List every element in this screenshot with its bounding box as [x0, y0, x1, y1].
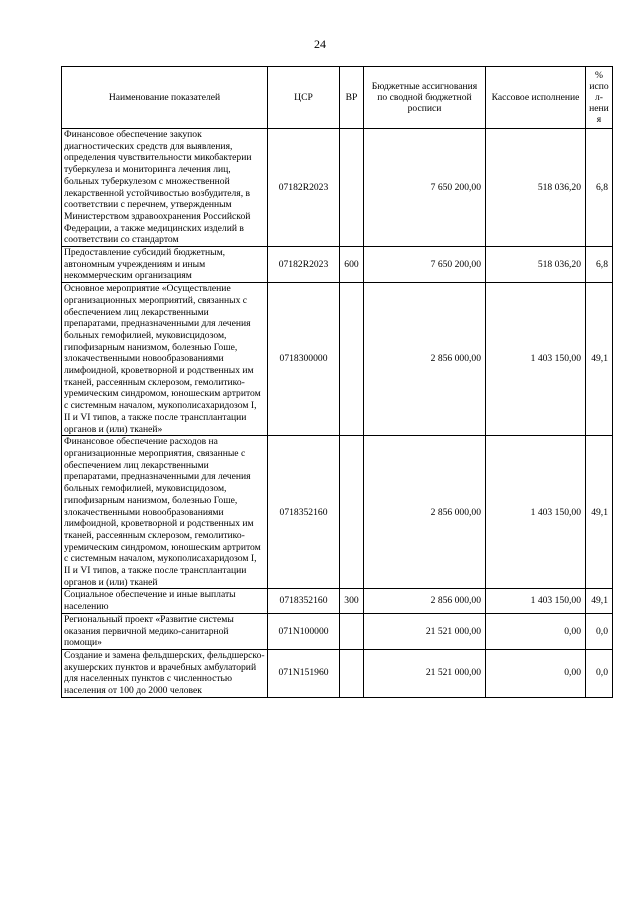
table-row	[62, 283, 613, 436]
row-budget: 2 856 000,00	[364, 283, 486, 436]
row-percent: 49,1	[586, 283, 613, 436]
row-percent: 0,0	[586, 649, 613, 697]
row-name: Предоставление субсидий бюджетным, автономным учреждениям и иным некоммерческим организациям	[62, 247, 268, 283]
row-csr: 071N100000	[268, 613, 340, 649]
row-cash: 1 403 150,00	[486, 283, 586, 436]
table-row	[62, 649, 613, 697]
row-percent: 49,1	[586, 589, 613, 613]
row-percent: 0,0	[586, 613, 613, 649]
row-vr	[340, 436, 364, 589]
row-csr: 0718352160	[268, 436, 340, 589]
row-budget: 21 521 000,00	[364, 613, 486, 649]
page-number: 24	[314, 37, 326, 51]
table-row	[62, 589, 613, 613]
table-row	[62, 129, 613, 247]
row-vr	[340, 129, 364, 247]
row-csr: 0718300000	[268, 283, 340, 436]
row-vr: 300	[340, 589, 364, 613]
header-budget-allocations: Бюджетные ассигнования по сводной бюджетной росписи	[364, 67, 486, 129]
header-name: Наименование показателей	[62, 67, 268, 129]
row-percent: 49,1	[586, 436, 613, 589]
header-vr: ВР	[340, 67, 364, 129]
row-budget: 2 856 000,00	[364, 436, 486, 589]
row-percent: 6,8	[586, 129, 613, 247]
row-cash: 1 403 150,00	[486, 436, 586, 589]
row-csr: 0718352160	[268, 589, 340, 613]
table-header-row	[62, 67, 613, 129]
table-row	[62, 436, 613, 589]
row-percent: 6,8	[586, 247, 613, 283]
header-csr: ЦСР	[268, 67, 340, 129]
row-vr	[340, 283, 364, 436]
row-cash: 1 403 150,00	[486, 589, 586, 613]
row-cash: 518 036,20	[486, 129, 586, 247]
row-name: Социальное обеспечение и иные выплаты населению	[62, 589, 268, 613]
row-cash: 0,00	[486, 649, 586, 697]
header-execution-percent: % испол-нения	[586, 67, 613, 129]
row-name: Финансовое обеспечение расходов на организационные мероприятия, связанные с обеспечением лиц лекарственными препаратами, предназначенными для лечения больных гемофилией, муковисцидозом, гипофизарным нанизмом, болезнью Гоше, злокачественными новообразованиями лимфоидной, кроветворной и родственных им тканей, рассеянным склерозом, гемолитико-уремическим синдромом, юношеским артритом с системным началом, мукополисахаридозом I, II и VI типов, а также после трансплантации органов и (или) тканей	[62, 436, 268, 589]
row-csr: 071N151960	[268, 649, 340, 697]
row-vr	[340, 613, 364, 649]
budget-execution-table	[61, 66, 613, 698]
row-csr: 07182R2023	[268, 247, 340, 283]
row-budget: 21 521 000,00	[364, 649, 486, 697]
row-budget: 7 650 200,00	[364, 247, 486, 283]
row-name: Региональный проект «Развитие системы оказания первичной медико-санитарной помощи»	[62, 613, 268, 649]
table-row	[62, 247, 613, 283]
row-budget: 2 856 000,00	[364, 589, 486, 613]
row-name: Создание и замена фельдшерских, фельдшерско-акушерских пунктов и врачебных амбулаторий для населенных пунктов с численностью населения от 100 до 2000 человек	[62, 649, 268, 697]
row-vr: 600	[340, 247, 364, 283]
row-csr: 07182R2023	[268, 129, 340, 247]
row-cash: 0,00	[486, 613, 586, 649]
row-name: Финансовое обеспечение закупок диагностических средств для выявления, определения чувствительности микобактерии туберкулеза и мониторинга лечения лиц, больных туберкулезом с множественной лекарственной устойчивостью возбудителя, в соответствии с перечнем, утвержденным Министерством здравоохранения Российской Федерации, а также медицинских изделий в соответствии со стандартом	[62, 129, 268, 247]
row-vr	[340, 649, 364, 697]
header-cash-execution: Кассовое исполнение	[486, 67, 586, 129]
row-name: Основное мероприятие «Осуществление организационных мероприятий, связанных с обеспечением лиц лекарственными препаратами, предназначенными для лечения больных гемофилией, муковисцидозом, гипофизарным нанизмом, болезнью Гоше, злокачественными новообразованиями лимфоидной, кроветворной и родственных им тканей, рассеянным склерозом, гемолитико-уремическим синдромом, юношеским артритом с системным началом, мукополисахаридозом I, II и VI типов, а также после трансплантации органов и (или) тканей»	[62, 283, 268, 436]
table-row	[62, 613, 613, 649]
row-budget: 7 650 200,00	[364, 129, 486, 247]
row-cash: 518 036,20	[486, 247, 586, 283]
